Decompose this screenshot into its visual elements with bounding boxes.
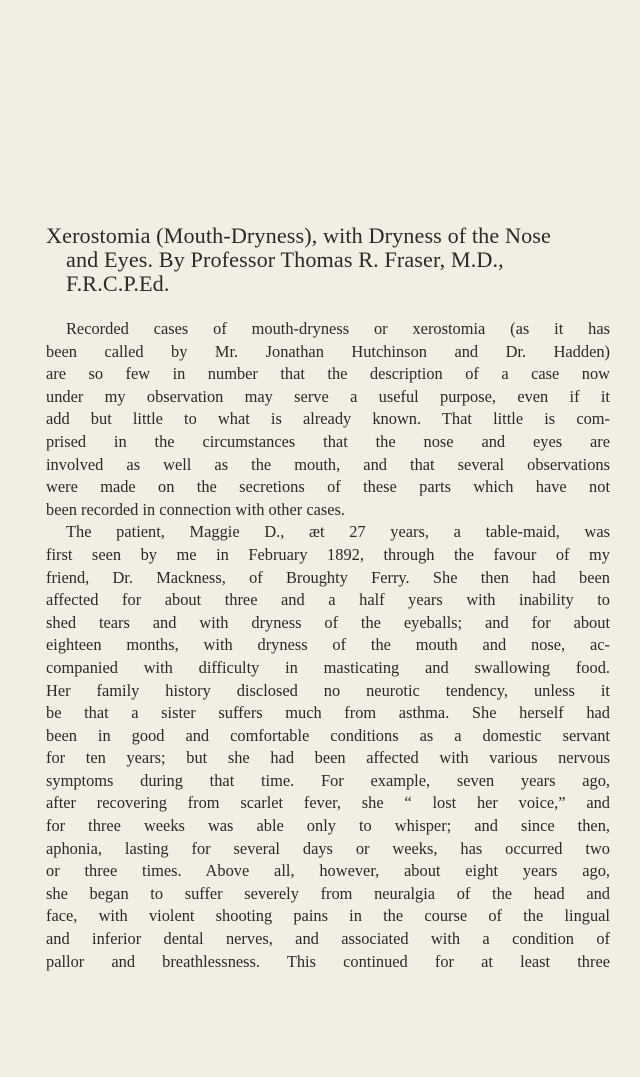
text-line: under my observation may serve a useful purpose, even if it (46, 386, 610, 406)
article-body (46, 318, 610, 973)
text-line: aphonia, lasting for several days or weeks, has occurred two (46, 838, 610, 858)
text-line: companied with difficulty in masticating and swallowing food. (46, 657, 610, 677)
text-line: involved as well as the mouth, and that several observations (46, 454, 610, 474)
paragraph-case-history (46, 521, 610, 973)
title-line: Xerostomia (Mouth-Dryness), with Dryness of the Nose (46, 223, 551, 248)
text-line: symptoms during that time. For example, seven years ago, (46, 770, 610, 790)
text-line: The patient, Maggie D., æt 27 years, a table-maid, was (66, 522, 610, 542)
text-line: face, with violent shooting pains in the course of the lingual (46, 906, 610, 926)
paragraph-intro (46, 318, 610, 521)
text-line: first seen by me in February 1892, through the favour of my (46, 544, 610, 564)
text-line: were made on the secretions of these parts which have not (46, 477, 610, 497)
text-line: affected for about three and a half years with inability to (46, 590, 610, 610)
text-line: for three weeks was able only to whisper; and since then, (46, 816, 610, 836)
text-line: shed tears and with dryness of the eyeballs; and for about (46, 612, 610, 632)
text-line: prised in the circumstances that the nose and eyes are (46, 431, 610, 451)
text-line: add but little to what is already known. That little is com- (46, 409, 610, 429)
text-line: been recorded in connection with other cases. (46, 499, 346, 519)
text-line: friend, Dr. Mackness, of Broughty Ferry. She then had been (46, 567, 610, 587)
text-line: pallor and breathlessness. This continued for at least three (46, 951, 610, 971)
text-line: or three times. Above all, however, about eight years ago, (46, 861, 610, 881)
text-line: after recovering from scarlet fever, she “ lost her voice,” and (46, 793, 610, 813)
text-line: for ten years; but she had been affected with various nervous (46, 748, 610, 768)
text-line: Her family history disclosed no neurotic tendency, unless it (46, 680, 610, 700)
article-title (46, 224, 610, 296)
text-line: be that a sister suffers much from asthma. She herself had (46, 703, 610, 723)
text-line: she began to suffer severely from neuralgia of the head and (46, 883, 610, 903)
text-line: and inferior dental nerves, and associated with a condition of (46, 929, 610, 949)
title-line: F.R.C.P.Ed. (66, 271, 170, 296)
text-line: Recorded cases of mouth-dryness or xerostomia (as it has (66, 319, 610, 338)
text-line: eighteen months, with dryness of the mouth and nose, ac- (46, 635, 610, 655)
text-line: been called by Mr. Jonathan Hutchinson and Dr. Hadden) (46, 341, 610, 361)
title-line: and Eyes. By Professor Thomas R. Fraser, M.D., (66, 247, 504, 272)
text-line: are so few in number that the description of a case now (46, 364, 610, 384)
text-line: been in good and comfortable conditions as a domestic servant (46, 725, 610, 745)
